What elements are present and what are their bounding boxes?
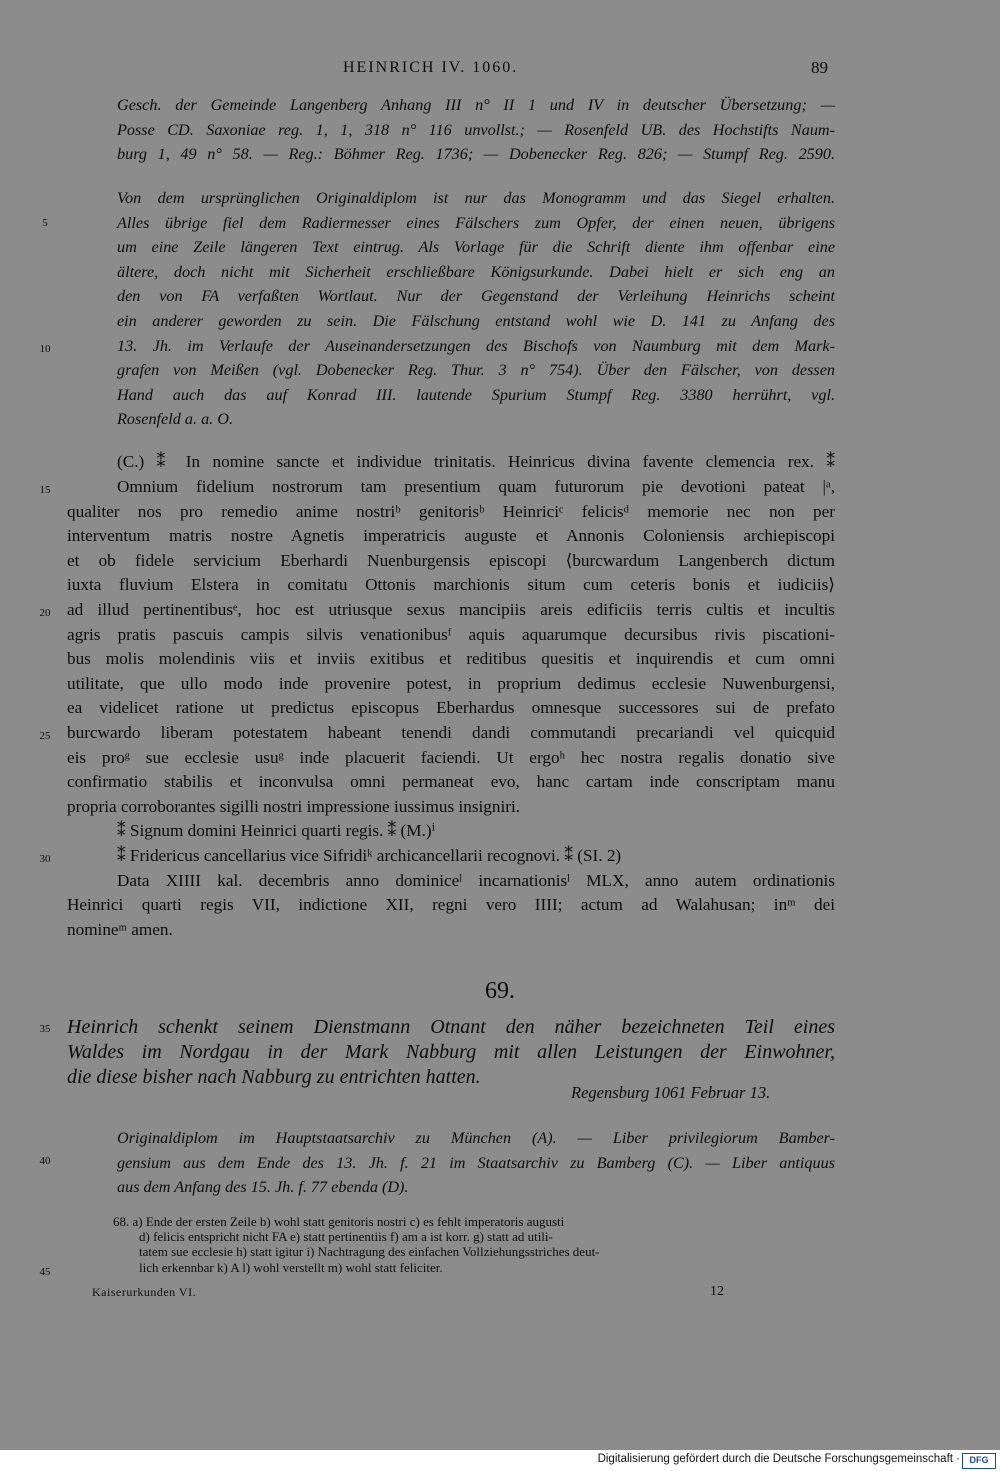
charter-line: eis proᵍ sue ecclesie usuᵍ inde placuerit faciendi. Ut ergoʰ hec nostra regalis donatio sive [67, 747, 835, 767]
footnote-line: lich erkennbar k) A l) wohl verstellt m) wohl statt feliciter. [139, 1259, 443, 1275]
dating-line: Heinrici quarti regis VII, indictione XII, regni vero IIII; actum ad Walahusan; inᵐ dei [67, 895, 835, 915]
charter-line: burcwardo liberam potestatem habeant tenendi dandi commutandi precariandi vel quicquid [67, 722, 835, 742]
line-number: 30 [39, 853, 51, 865]
line-number: 5 [42, 217, 48, 229]
charter-line: bus molis molendinis viis et inviis exitibus et reditibus quesitis et inquirendis et cum omni [67, 649, 835, 669]
commentary-line: ältere, doch nicht mit Sicherheit erschließbare Königsurkunde. Dabei hielt er sich eng an [117, 262, 835, 281]
charter-line: confirmatio stabilis et inconvulsa omni permaneat evo, hanc cartam inde conscriptam manu [67, 772, 835, 792]
place-date: Regensburg 1061 Februar 13. [571, 1083, 771, 1102]
charter-line: ea videlicet ratione ut predictus episcopus Eberhardus omnesque successores sui de prefato [67, 698, 835, 718]
next-sources [117, 1126, 835, 1200]
dating-line: nomineᵐ amen. [67, 919, 173, 939]
previous-sources [117, 93, 835, 167]
line-number: 15 [39, 484, 51, 496]
commentary-line: den von FA verfaßten Wortlaut. Nur der Gegenstand der Verleihung Heinrichs scheint [117, 287, 835, 306]
footnote-line: d) felicis entspricht nicht FA e) statt pertinentiis f) am a ist korr. g) statt ad utili- [139, 1229, 553, 1245]
source-line: Gesch. der Gemeinde Langenberg Anhang III n° II 1 und IV in deutscher Übersetzung; — [117, 96, 835, 114]
running-title: HEINRICH IV. 1060. [343, 59, 519, 76]
commentary-line: Rosenfeld a. a. O. [117, 410, 233, 429]
commentary-line: Alles übrige fiel dem Radiermesser eines Fälschers zum Opfer, der einen neuen, übrigens [117, 213, 835, 232]
source-line: Originaldiplom im Hauptstaatsarchiv zu München (A). — Liber privilegiorum Bamber- [117, 1129, 835, 1147]
footnote-line: 68. a) Ende der ersten Zeile b) wohl statt genitoris nostri c) es fehlt imperatoris augusti [113, 1214, 565, 1229]
regest [67, 1015, 835, 1090]
charter-line: ad illud pertinentibusᵉ, hoc est utriusque sexus mancipiis areis edificiis terris cultis et incultis [67, 599, 835, 619]
charter-text [117, 450, 835, 475]
line-number: 25 [39, 730, 51, 742]
document-number: 69. [485, 978, 515, 1004]
charter-line: Omnium fidelium nostrorum tam presentium quam futurorum pie devotioni pateat |ᵃ, [117, 477, 835, 496]
regest-line: Heinrich schenkt seinem Dienstmann Otnant den näher bezeichneten Teil eines [67, 1016, 835, 1038]
charter-line: et ob fidele servicium Eberhardi Nuenburgensis episcopi ⟨burcwardum Langenberch dictum [67, 550, 835, 570]
source-line: gensium aus dem Ende des 13. Jh. f. 21 im Staatsarchiv zu Bamberg (C). — Liber antiquus [117, 1153, 835, 1172]
regest-line: Waldes im Nordgau in der Mark Nabburg mit allen Leistungen der Einwohner, [67, 1041, 835, 1063]
charter-line: (C.) ⁑ In nomine sancte et individue trinitatis. Heinricus divina favente clemencia rex. ⁑ [117, 452, 835, 471]
dfg-logo-icon: DFG [962, 1453, 996, 1469]
signature-mark: 12 [710, 1284, 724, 1299]
charter-line: iuxta fluvium Elstera in comitatu Ottonis marchionis situm cum ceteris bonis et iudiciis⟩ [67, 575, 835, 595]
source-line: burg 1, 49 n° 58. — Reg.: Böhmer Reg. 1736; — Dobenecker Reg. 826; — Stumpf Reg. 2590. [117, 145, 835, 164]
charter-line: agris pratis pascuis campis silvis venationibusᶠ aquis aquarumque decursibus rivis piscationi- [67, 624, 835, 644]
commentary [117, 186, 835, 432]
source-line: aus dem Anfang des 15. Jh. f. 77 ebenda (D). [117, 1178, 409, 1197]
charter-line: utilitate, que ullo modo inde provenire potest, in proprium dedimus ecclesie Nuwenburgensi, [67, 673, 835, 693]
commentary-line: grafen von Meißen (vgl. Dobenecker Reg. Thur. 3 n° 754). Über den Fälscher, von dessen [117, 361, 835, 380]
footnotes [113, 1214, 835, 1275]
commentary-line: 13. Jh. im Verlaufe der Auseinandersetzungen des Bischofs von Naumburg mit dem Mark- [117, 336, 835, 355]
charter-line: qualiter nos pro remedio anime nostriᵇ genitorisᵇ Heinriciᶜ felicisᵈ memorie nec non per [67, 501, 835, 521]
footnote-line: tatem sue ecclesie h) statt igitur i) Nachtragung des einfachen Vollziehungsstriches deut- [139, 1244, 600, 1260]
charter-text-body [67, 475, 835, 942]
charter-line: propria corroborantes sigilli nostri impressione iussimus insigniri. [67, 796, 521, 816]
regest-line: die diese bisher nach Nabburg zu entrichten hatten. [67, 1066, 481, 1088]
digitization-credit: Digitalisierung gefördert durch die Deutsche Forschungsgemeinschaft · [597, 1453, 960, 1465]
line-number: 20 [39, 607, 51, 619]
line-number: 35 [39, 1023, 51, 1035]
commentary-line: Von dem ursprünglichen Originaldiplom ist nur das Monogramm und das Siegel erhalten. [117, 189, 835, 207]
recognition-line: ⁑ Fridericus cancellarius vice Sifridiᵏ archicancellarii recognovi. ⁑ (SI. 2) [117, 845, 622, 865]
line-number: 45 [39, 1266, 51, 1278]
page-number: 89 [811, 58, 828, 77]
series-title: Kaiserurkunden VI. [92, 1285, 197, 1299]
line-number: 10 [39, 343, 51, 355]
commentary-line: Hand auch das auf Konrad III. lautende Spurium Stumpf Reg. 3380 herrührt, vgl. [117, 385, 835, 404]
signum-line: ⁑ Signum domini Heinrici quarti regis. ⁑ (M.)ⁱ [117, 821, 436, 841]
digitization-bar [0, 1450, 1000, 1471]
dating-line: Data XIIII kal. decembris anno dominiceˡ incarnationisˡ MLX, anno autem ordinationis [117, 870, 835, 890]
commentary-line: ein anderer geworden zu sein. Die Fälschung entstand wohl wie D. 141 zu Anfang des [117, 311, 835, 330]
source-line: Posse CD. Saxoniae reg. 1, 1, 318 n° 116 unvollst.; — Rosenfeld UB. des Hochstifts Naum- [117, 120, 835, 139]
commentary-line: um eine Zeile längeren Text eintrug. Als Vorlage für die Schrift diente ihm offenbar eine [117, 238, 835, 257]
charter-line: interventum matris nostre Agnetis imperatricis auguste et Annonis Coloniensis archiepiscopi [67, 526, 835, 546]
line-number: 40 [39, 1155, 51, 1167]
